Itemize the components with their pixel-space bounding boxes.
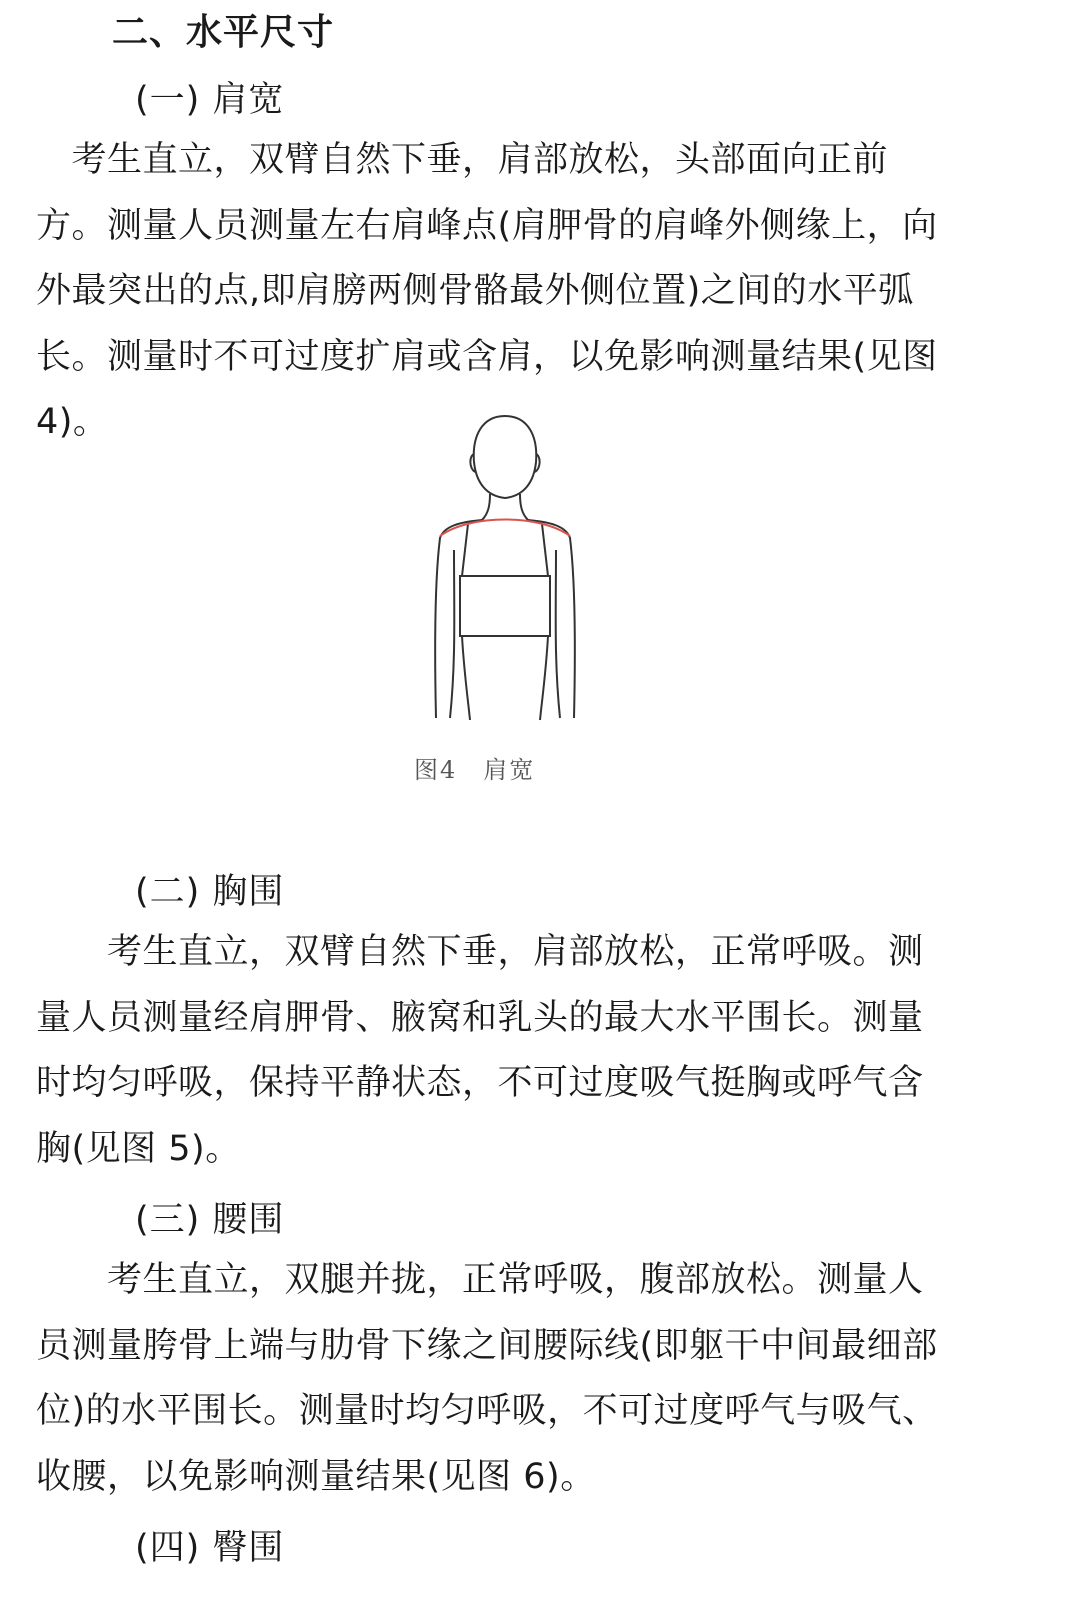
paragraph-line: 考生直立，双臂自然下垂，肩部放松，正常呼吸。测 xyxy=(36,932,924,972)
figure-caption: 图4 肩宽 xyxy=(414,756,536,784)
neck-left xyxy=(482,494,490,520)
head-outline xyxy=(474,416,536,498)
paragraph-line: 方。测量人员测量左右肩峰点(肩胛骨的肩峰外侧缘上，向 xyxy=(36,205,938,246)
arm-right-outer xyxy=(528,520,575,718)
paragraph-shoulder-width xyxy=(36,128,1044,456)
paragraph-line: 考生直立，双臂自然下垂，肩部放松，头部面向正前 xyxy=(36,140,889,180)
heading-chest: (二) 胸围 xyxy=(135,872,285,912)
paragraph-line: 员测量胯骨上端与肋骨下缘之间腰际线(即躯干中间最细部 xyxy=(36,1325,938,1366)
shoulder-width-figure xyxy=(420,410,590,730)
paragraph-line: 胸(见图 5)。 xyxy=(36,1128,241,1169)
paragraph-line: 长。测量时不可过度扩肩或含肩，以免影响测量结果(见图 xyxy=(36,336,938,377)
heading-shoulder-width: (一) 肩宽 xyxy=(135,80,285,120)
paragraph-line: 时均匀呼吸，保持平静状态，不可过度吸气挺胸或呼气含 xyxy=(36,1063,924,1103)
section-title: 二、水平尺寸 xyxy=(112,12,335,53)
paragraph-line: 收腰，以免影响测量结果(见图 6)。 xyxy=(36,1456,596,1497)
strap-left xyxy=(462,524,468,576)
heading-hip: (四) 臀围 xyxy=(135,1528,285,1568)
paragraph-line: 4)。 xyxy=(36,402,109,442)
torso-left xyxy=(462,636,470,720)
paragraph-chest xyxy=(36,920,1044,1182)
measurement-line xyxy=(440,520,570,537)
heading-waist: (三) 腰围 xyxy=(135,1200,285,1240)
paragraph-line: 位)的水平围长。测量时均匀呼吸，不可过度呼气与吸气、 xyxy=(36,1391,938,1431)
strap-right xyxy=(542,524,548,576)
arm-left-outer xyxy=(435,520,482,718)
paragraph-line: 量人员测量经肩胛骨、腋窝和乳头的最大水平围长。测量 xyxy=(36,997,924,1038)
paragraph-line: 考生直立，双腿并拢，正常呼吸，腹部放松。测量人 xyxy=(36,1260,924,1300)
paragraph-waist xyxy=(36,1248,1044,1510)
chest-band xyxy=(460,576,550,636)
neck-right xyxy=(520,494,528,520)
torso-right xyxy=(540,636,548,720)
paragraph-line: 外最突出的点,即肩膀两侧骨骼最外侧位置)之间的水平弧 xyxy=(36,271,914,311)
arm-right-inner xyxy=(556,550,560,718)
arm-left-inner xyxy=(450,550,454,718)
